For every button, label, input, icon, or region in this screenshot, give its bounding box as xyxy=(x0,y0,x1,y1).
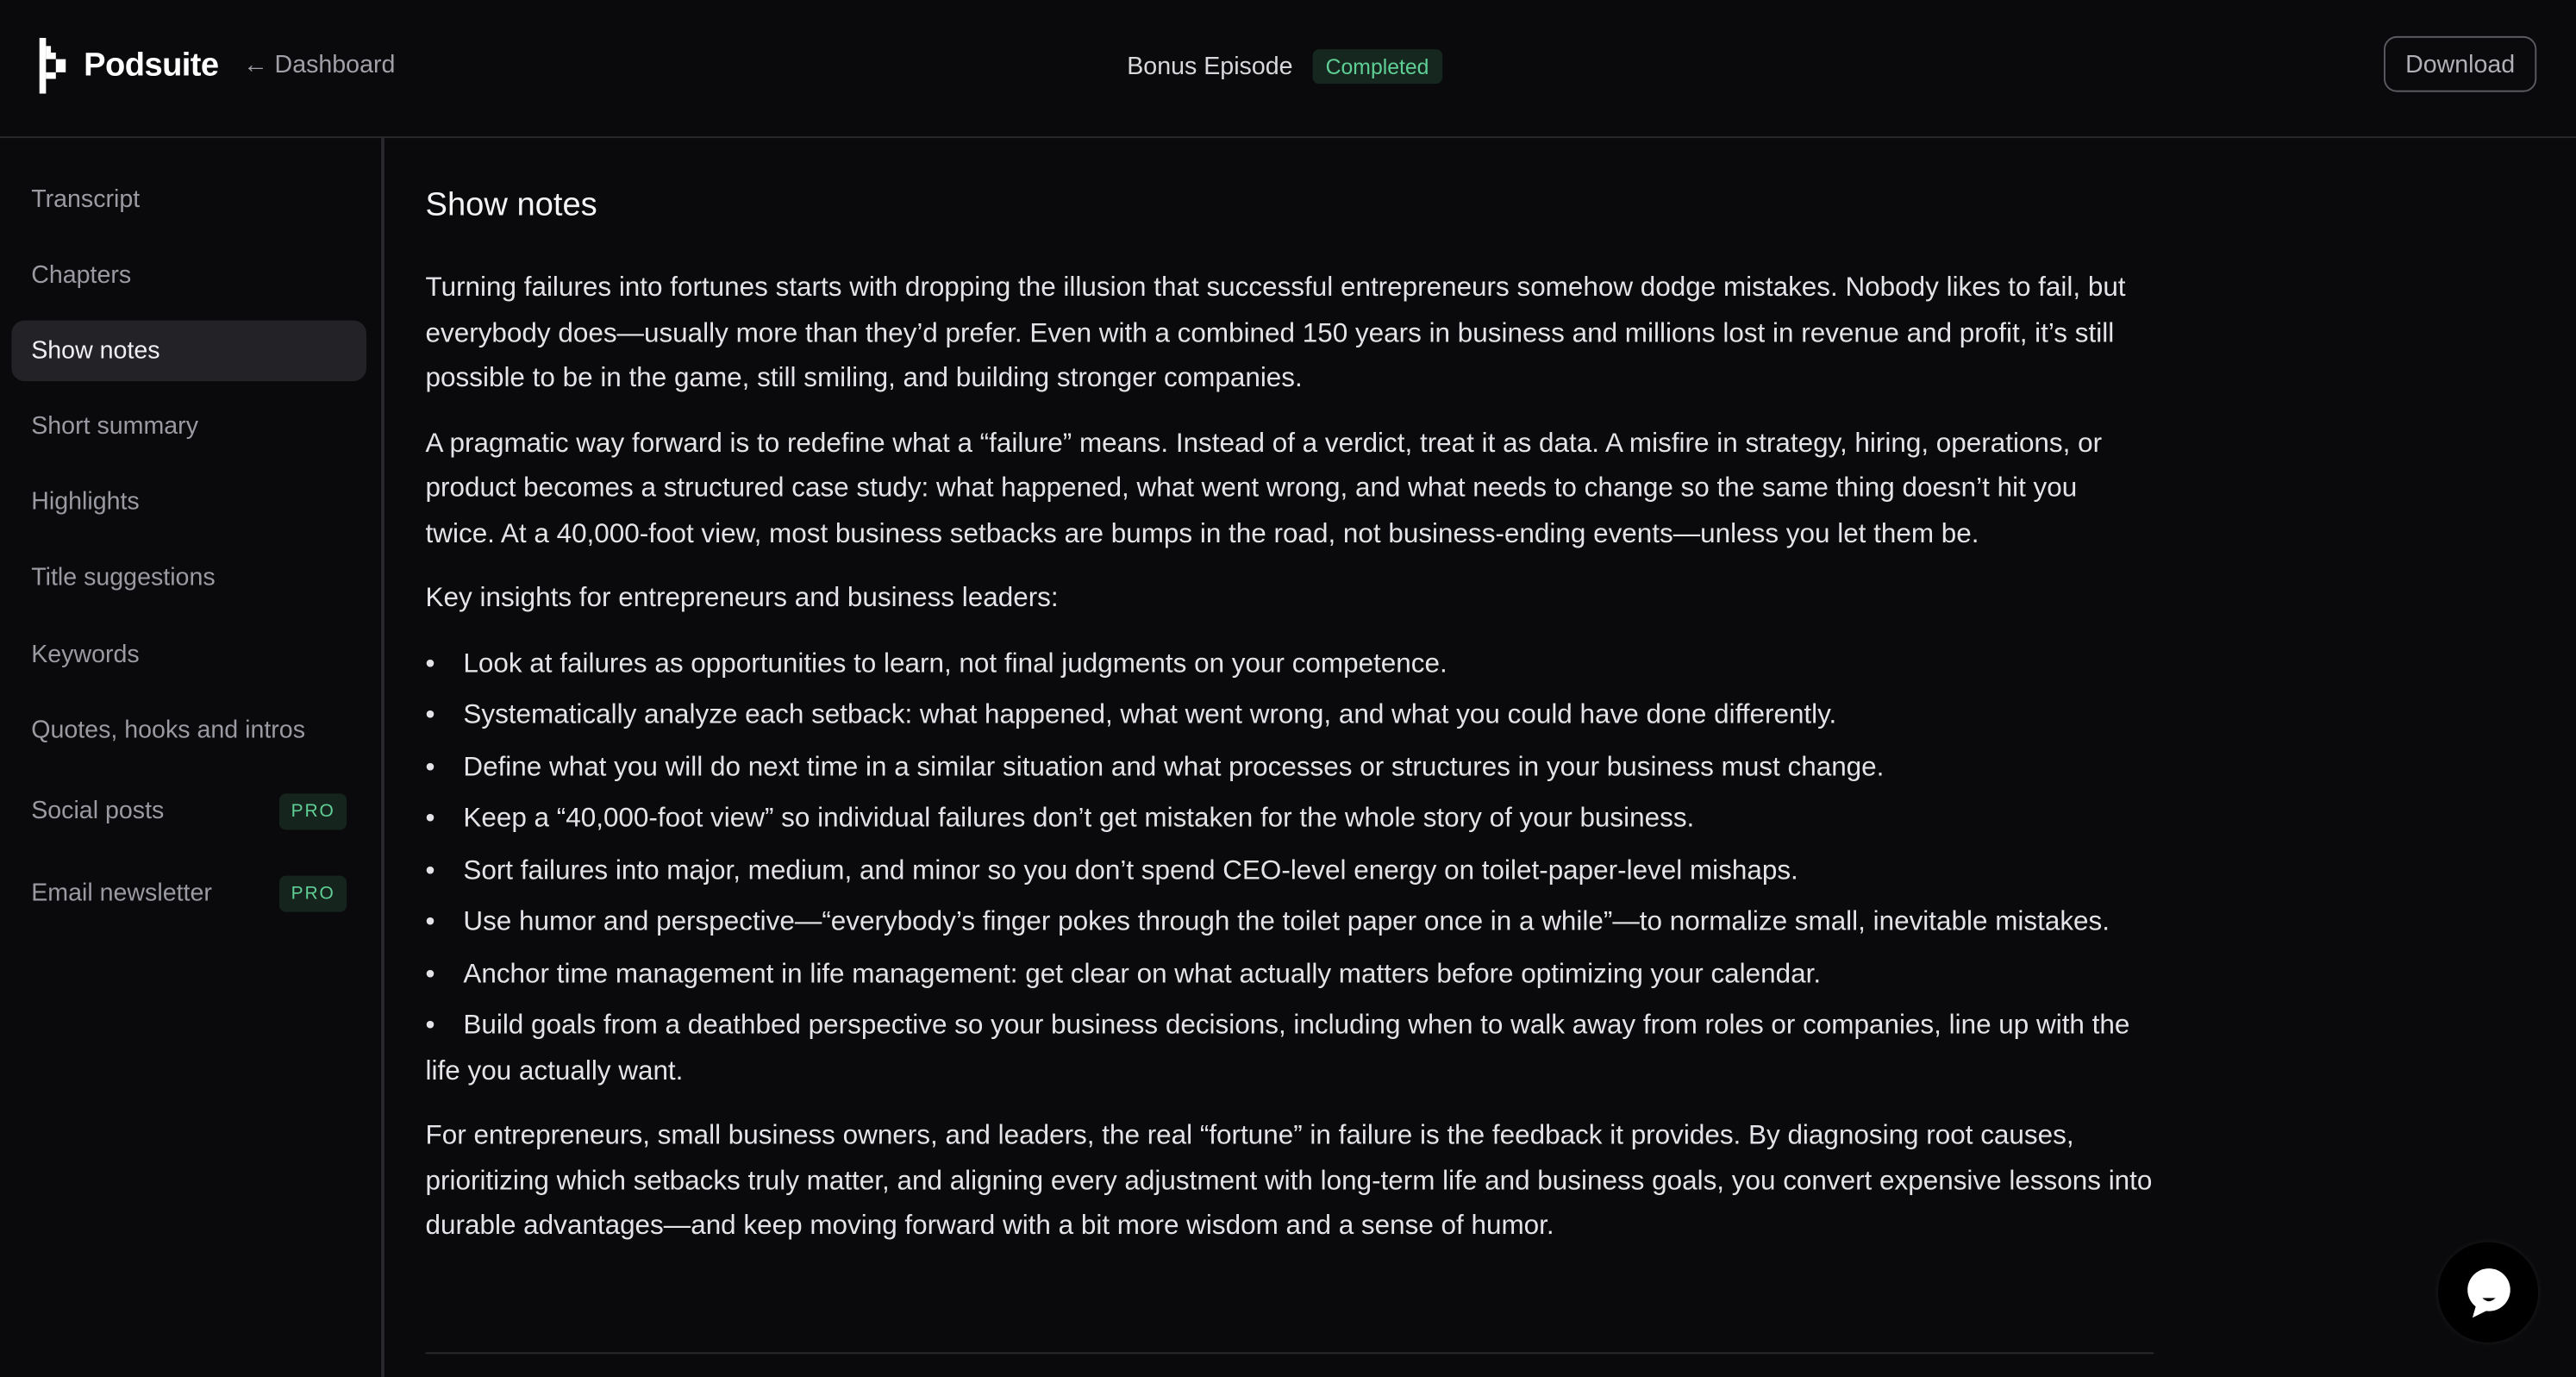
sidebar-item-label: Keywords xyxy=(31,641,140,669)
sidebar-item-label: Social posts xyxy=(31,797,165,825)
top-bar xyxy=(0,0,2576,138)
chat-bubble-icon xyxy=(2462,1266,2515,1318)
divider xyxy=(426,1352,2154,1354)
bullet-icon xyxy=(426,1004,464,1048)
sidebar-item-label: Chapters xyxy=(31,260,132,290)
list-item xyxy=(426,952,2154,997)
insights-list xyxy=(426,642,2154,1094)
pro-badge: PRO xyxy=(279,875,347,911)
list-item-text: Anchor time management in life management: get clear on what actually matters before optimizing your calendar. xyxy=(463,958,1822,989)
list-item-text: Sort failures into major, medium, and minor so you don’t spend CEO-level energy on toilet-paper-level mishaps. xyxy=(463,854,1798,886)
sidebar-item-social-posts[interactable] xyxy=(11,780,366,842)
page-title: Show notes xyxy=(425,187,597,224)
sidebar-item-chapters[interactable] xyxy=(11,245,366,306)
bullet-icon xyxy=(426,642,464,686)
download-button[interactable]: Download xyxy=(2384,36,2536,92)
sidebar-item-show-notes[interactable] xyxy=(11,321,366,382)
bullet-icon xyxy=(426,797,464,842)
episode-title: Bonus Episode xyxy=(1127,52,1293,81)
sidebar-item-keywords[interactable] xyxy=(11,624,366,685)
podsuite-logo-icon xyxy=(38,38,71,94)
list-item xyxy=(426,797,2154,842)
sidebar-item-label: Quotes, hooks and intros xyxy=(31,716,305,745)
sidebar-item-quotes[interactable] xyxy=(11,700,366,761)
sidebar-item-title-suggestions[interactable] xyxy=(11,548,366,609)
bullet-icon xyxy=(426,745,464,790)
list-item-text: Define what you will do next time in a similar situation and what processes or structures in your business must change. xyxy=(463,751,1885,782)
paragraph: Turning failures into fortunes starts with dropping the illusion that successful entrepreneurs somehow dodge mistakes. Nobody likes to fail, but everybody does—usually more than they’d prefer. Even with a combined 150 years in business and millions lost in revenue and profit, it’s still possible to be in the game, still smiling, and building stronger companies. xyxy=(425,272,2126,393)
sidebar-item-label: Title suggestions xyxy=(31,563,216,592)
back-to-dashboard-link[interactable]: ← Dashboard xyxy=(243,51,396,79)
sidebar-item-label: Transcript xyxy=(31,185,141,214)
list-item-text: Systematically analyze each setback: what happened, what went wrong, and what you could have done differently. xyxy=(463,699,1837,730)
list-item xyxy=(426,848,2154,893)
list-item-text: Keep a “40,000-foot view” so individual failures don’t get mistaken for the whole story of your business. xyxy=(463,803,1695,834)
pro-badge: PRO xyxy=(279,792,347,829)
list-item xyxy=(426,900,2154,945)
logo[interactable] xyxy=(38,38,219,94)
sidebar-item-highlights[interactable] xyxy=(11,472,366,533)
bullet-icon xyxy=(426,900,464,945)
list-item xyxy=(426,745,2154,790)
brand-name: Podsuite xyxy=(84,47,219,84)
list-item xyxy=(426,693,2154,738)
sidebar-item-short-summary[interactable] xyxy=(11,396,366,457)
list-item xyxy=(426,642,2154,686)
list-item-text: Use humor and perspective—“everybody’s finger pokes through the toilet paper once in a while”—to normalize small, inevitable mistakes. xyxy=(463,906,2110,937)
sidebar-item-email-newsletter[interactable] xyxy=(11,862,366,923)
list-item-text: Build goals from a deathbed perspective so your business decisions, including when to walk away from roles or companies, line up with the life you actually want. xyxy=(425,1010,2130,1086)
bullet-icon xyxy=(426,693,464,738)
sidebar xyxy=(0,138,385,1377)
sidebar-item-label: Short summary xyxy=(31,412,199,441)
paragraph: Key insights for entrepreneurs and business leaders: xyxy=(425,583,1059,613)
sidebar-item-transcript[interactable] xyxy=(11,169,366,230)
sidebar-item-label: Show notes xyxy=(31,336,160,366)
list-item-text: Look at failures as opportunities to learn, not final judgments on your competence. xyxy=(463,648,1447,679)
list-item xyxy=(426,1004,2154,1094)
bullet-icon xyxy=(426,952,464,997)
sidebar-item-label: Email newsletter xyxy=(31,879,212,907)
show-notes-content xyxy=(426,138,2154,1269)
closing-paragraph: For entrepreneurs, small business owners, and leaders, the real “fortune” in failure is the feedback it provides. By diagnosing root causes, prioritizing which setbacks truly matter, and aligning every adjustment with long-term life and business goals, you convert expensive lessons into durable advantages—and keep moving forward with a bit more wisdom and a sense of humor. xyxy=(425,1120,2153,1241)
chat-widget-button[interactable] xyxy=(2438,1242,2538,1343)
paragraph: A pragmatic way forward is to redefine what a “failure” means. Instead of a verdict, treat it as data. A misfire in strategy, hiring, operations, or product becomes a structured case study: what happened, what went wrong, and what needs to change so the same thing doesn’t hit you twice. At a 40,000-foot view, most business setbacks are bumps in the road, not business-ending events—unless you let them be. xyxy=(425,428,2103,548)
bullet-icon xyxy=(426,848,464,893)
sidebar-item-label: Highlights xyxy=(31,487,140,516)
status-badge: Completed xyxy=(1312,49,1441,84)
